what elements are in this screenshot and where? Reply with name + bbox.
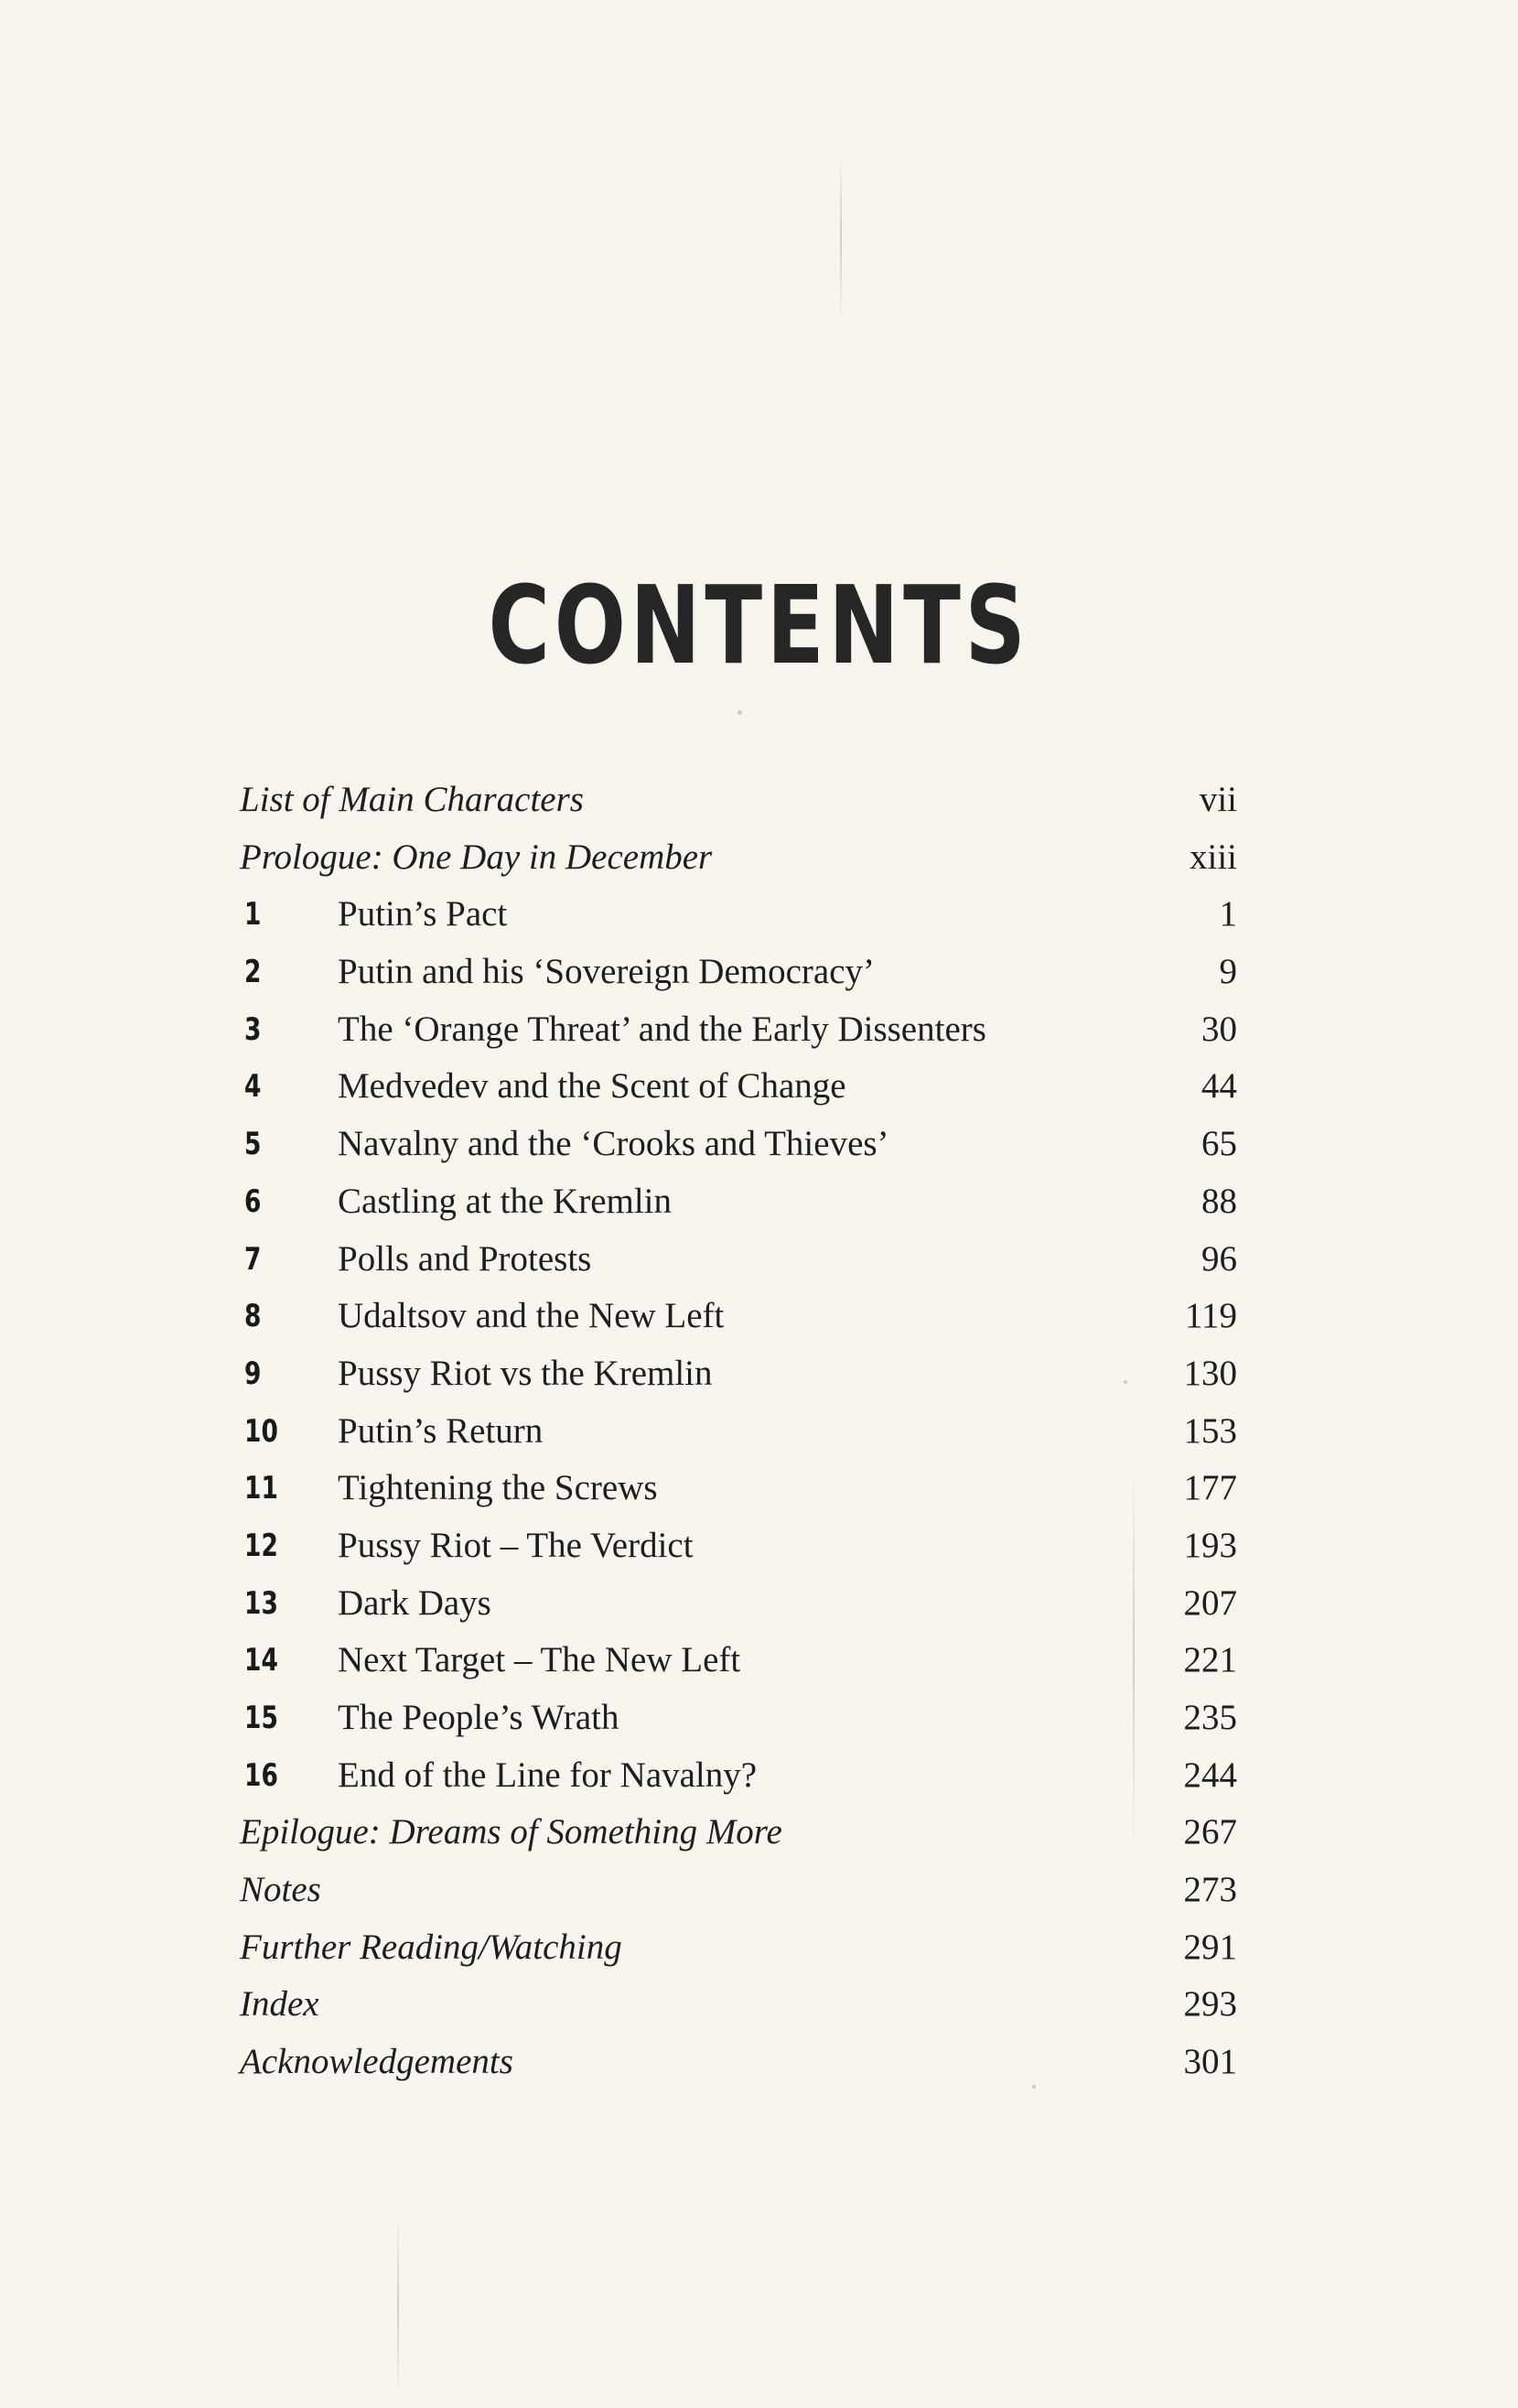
chapter-title: Putin’s Pact [338,894,508,934]
chapter-title: End of the Line for Navalny? [338,1755,758,1795]
chapter-title: Next Target – The New Left [338,1640,741,1680]
chapter-title: Pussy Riot – The Verdict [338,1525,694,1565]
toc-entry-acknowledgements[interactable] [240,2034,1237,2091]
toc-entry-title: Prologue: One Day in December [240,837,713,877]
chapter-title: Udaltsov and the New Left [338,1296,725,1336]
chapter-page: 96 [1201,1238,1237,1279]
chapter-number: 10 [244,1412,278,1450]
toc-entry-page: 293 [1183,1984,1237,2025]
chapter-number: 2 [244,954,262,991]
chapter-page: 177 [1183,1468,1237,1508]
toc-entry-page: xiii [1189,837,1237,877]
paper-crease [397,2215,399,2398]
toc-chapter-8[interactable] [240,1288,1237,1345]
chapter-page: 1 [1219,894,1237,934]
chapter-title: Putin and his ‘Sovereign Democracy’ [338,952,876,992]
chapter-title: Pussy Riot vs the Kremlin [338,1353,713,1393]
chapter-number: 13 [244,1584,278,1622]
toc-chapter-7[interactable] [240,1231,1237,1289]
toc-entry-further-reading[interactable] [240,1919,1237,1977]
toc-chapter-13[interactable] [240,1575,1237,1633]
toc-entry-page: 291 [1183,1927,1237,1967]
toc-entry-title: Epilogue: Dreams of Something More [240,1812,782,1852]
chapter-title: The People’s Wrath [338,1698,619,1737]
chapter-number: 5 [244,1126,262,1163]
chapter-number: 9 [244,1355,262,1392]
chapter-title: Putin’s Return [338,1410,544,1451]
chapter-page: 65 [1201,1124,1237,1164]
chapter-page: 130 [1183,1353,1237,1393]
toc-entry-title: Index [240,1984,319,2025]
paper-speck [737,710,742,715]
chapter-page: 207 [1183,1582,1237,1623]
chapter-number: 16 [244,1756,278,1794]
chapter-title: Castling at the Kremlin [338,1181,673,1221]
chapter-title: Dark Days [338,1582,491,1623]
table-of-contents [240,772,1237,2091]
toc-chapter-3[interactable] [240,1001,1237,1059]
toc-entry-title: Acknowledgements [240,2042,513,2082]
chapter-page: 244 [1183,1755,1237,1795]
toc-chapter-12[interactable] [240,1517,1237,1575]
toc-chapter-1[interactable] [240,886,1237,944]
toc-entry-page: 273 [1183,1870,1237,1910]
chapter-page: 30 [1201,1009,1237,1049]
chapter-number: 8 [244,1298,262,1335]
chapter-number: 14 [244,1642,278,1679]
chapter-page: 153 [1183,1410,1237,1451]
toc-chapter-16[interactable] [240,1747,1237,1805]
toc-entry-page: 301 [1183,2042,1237,2082]
chapter-number: 15 [244,1700,278,1736]
toc-chapter-5[interactable] [240,1116,1237,1173]
toc-chapter-15[interactable] [240,1690,1237,1747]
chapter-title: Tightening the Screws [338,1468,658,1508]
chapter-page: 88 [1201,1181,1237,1221]
toc-entry-page: 267 [1183,1812,1237,1852]
chapter-page: 44 [1201,1066,1237,1107]
chapter-page: 221 [1183,1640,1237,1680]
chapter-number: 12 [244,1527,278,1564]
page-title: CONTENTS [488,562,1030,689]
toc-chapter-11[interactable] [240,1460,1237,1517]
toc-chapter-2[interactable] [240,944,1237,1001]
toc-chapter-10[interactable] [240,1403,1237,1461]
toc-entry-title: Notes [240,1870,321,1910]
chapter-page: 119 [1184,1296,1237,1336]
paper-crease [840,156,842,320]
toc-entry-page: vii [1199,780,1237,819]
toc-chapter-14[interactable] [240,1632,1237,1690]
chapter-number: 3 [244,1010,262,1048]
chapter-number: 1 [244,896,262,934]
toc-chapter-6[interactable] [240,1173,1237,1231]
chapter-title: Medvedev and the Scent of Change [338,1066,846,1107]
toc-entry-title: Further Reading/Watching [240,1927,622,1967]
toc-entry-title: List of Main Characters [240,780,584,819]
toc-entry-list-of-main-characters[interactable] [240,772,1237,829]
toc-entry-index[interactable] [240,1976,1237,2034]
chapter-title: The ‘Orange Threat’ and the Early Dissenters [338,1009,986,1049]
chapter-page: 193 [1183,1525,1237,1565]
chapter-page: 9 [1219,952,1237,992]
toc-chapter-9[interactable] [240,1345,1237,1403]
toc-entry-notes[interactable] [240,1862,1237,1919]
chapter-title: Navalny and the ‘Crooks and Thieves’ [338,1124,889,1164]
chapter-number: 6 [244,1182,262,1220]
toc-entry-prologue[interactable] [240,829,1237,887]
chapter-number: 11 [244,1470,278,1507]
chapter-title: Polls and Protests [338,1238,592,1279]
chapter-number: 7 [244,1240,262,1278]
chapter-number: 4 [244,1068,262,1106]
toc-entry-epilogue[interactable] [240,1804,1237,1862]
chapter-page: 235 [1183,1698,1237,1737]
toc-chapter-4[interactable] [240,1058,1237,1116]
